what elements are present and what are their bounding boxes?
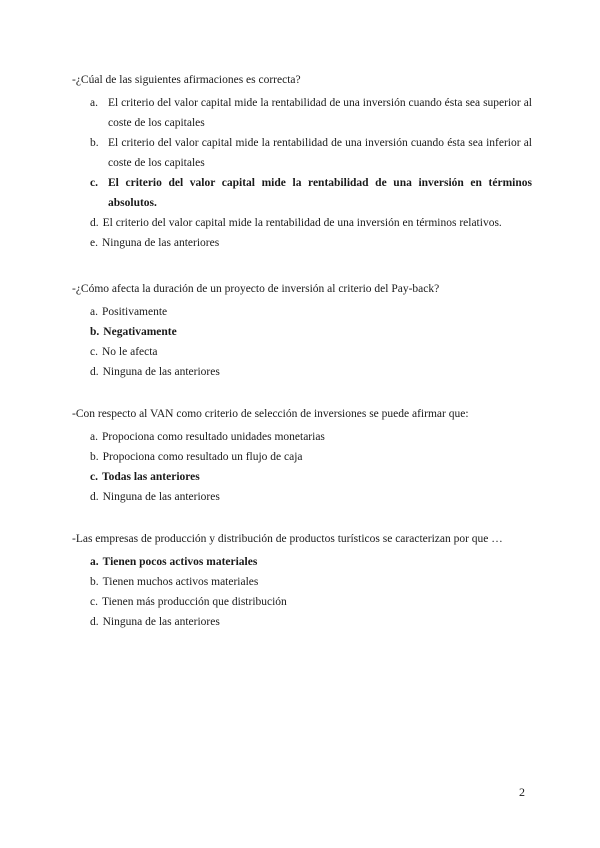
option-text: Ninguna de las anteriores (101, 237, 220, 249)
option-text: Propociona como resultado un flujo de caja (102, 451, 303, 463)
option-letter: e. (90, 237, 98, 249)
option-text: El criterio del valor capital mide la rentabilidad de una inversión cuando ésta sea inferior al coste de los capitales (108, 137, 532, 169)
option-b (72, 572, 532, 592)
option-letter: d. (90, 491, 99, 503)
option-text: Tienen más producción que distribución (101, 596, 287, 608)
option-letter: a. (90, 431, 98, 443)
option-c (72, 342, 532, 362)
option-letter: c. (90, 346, 98, 358)
option-text: El criterio del valor capital mide la rentabilidad de una inversión en términos relativos. (102, 217, 502, 229)
question-prompt: -¿Cómo afecta la duración de un proyecto de inversión al criterio del Pay-back? (72, 283, 440, 295)
option-d (72, 612, 532, 632)
option-letter: c. (90, 596, 98, 608)
question-prompt: -¿Cúal de las siguientes afirmaciones es correcta? (72, 74, 301, 86)
option-letter: d. (90, 217, 99, 229)
option-text: El criterio del valor capital mide la rentabilidad de una inversión en términos absolutos. (108, 177, 532, 209)
option-e (72, 233, 532, 253)
option-text: No le afecta (101, 346, 158, 358)
option-text: Todas las anteriores (101, 471, 200, 483)
option-letter: b. (90, 451, 99, 463)
option-a (72, 93, 532, 133)
option-a (72, 302, 532, 322)
option-a (72, 427, 532, 447)
option-text: Ninguna de las anteriores (102, 491, 220, 503)
option-text: Ninguna de las anteriores (102, 616, 220, 628)
option-text: Tienen pocos activos materiales (102, 556, 258, 568)
option-list (72, 93, 532, 253)
option-c-correct (72, 467, 532, 487)
question-1 (72, 72, 532, 253)
option-letter: d. (90, 366, 99, 378)
option-list (72, 427, 532, 507)
option-text: Ninguna de las anteriores (102, 366, 220, 378)
option-letter: a. (90, 556, 99, 568)
option-text: Propociona como resultado unidades monetarias (101, 431, 325, 443)
option-c-correct (72, 173, 532, 213)
option-letter: c. (90, 177, 98, 189)
question-2 (72, 281, 532, 382)
question-3 (72, 406, 532, 507)
question-4 (72, 531, 532, 632)
option-letter: a. (90, 306, 98, 318)
option-b (72, 447, 532, 467)
option-letter: d. (90, 616, 99, 628)
option-d (72, 487, 532, 507)
option-text: El criterio del valor capital mide la rentabilidad de una inversión cuando ésta sea superior al coste de los capitales (108, 97, 532, 129)
question-prompt: -Con respecto al VAN como criterio de selección de inversiones se puede afirmar que: (72, 408, 469, 420)
page-number: 2 (519, 785, 525, 799)
option-letter: b. (90, 137, 99, 149)
option-letter: c. (90, 471, 98, 483)
option-text: Tienen muchos activos materiales (102, 576, 259, 588)
option-list (72, 552, 532, 632)
option-b-correct (72, 322, 532, 342)
option-c (72, 592, 532, 612)
option-d (72, 362, 532, 382)
option-text: Positivamente (101, 306, 168, 318)
option-b (72, 133, 532, 173)
option-text: Negativamente (103, 326, 177, 338)
option-list (72, 302, 532, 382)
option-a-correct (72, 552, 532, 572)
option-letter: a. (90, 97, 98, 109)
option-d (72, 213, 532, 233)
question-prompt: -Las empresas de producción y distribución de productos turísticos se caracterizan por que … (72, 533, 503, 545)
option-letter: b. (90, 576, 99, 588)
option-letter: b. (90, 326, 100, 338)
